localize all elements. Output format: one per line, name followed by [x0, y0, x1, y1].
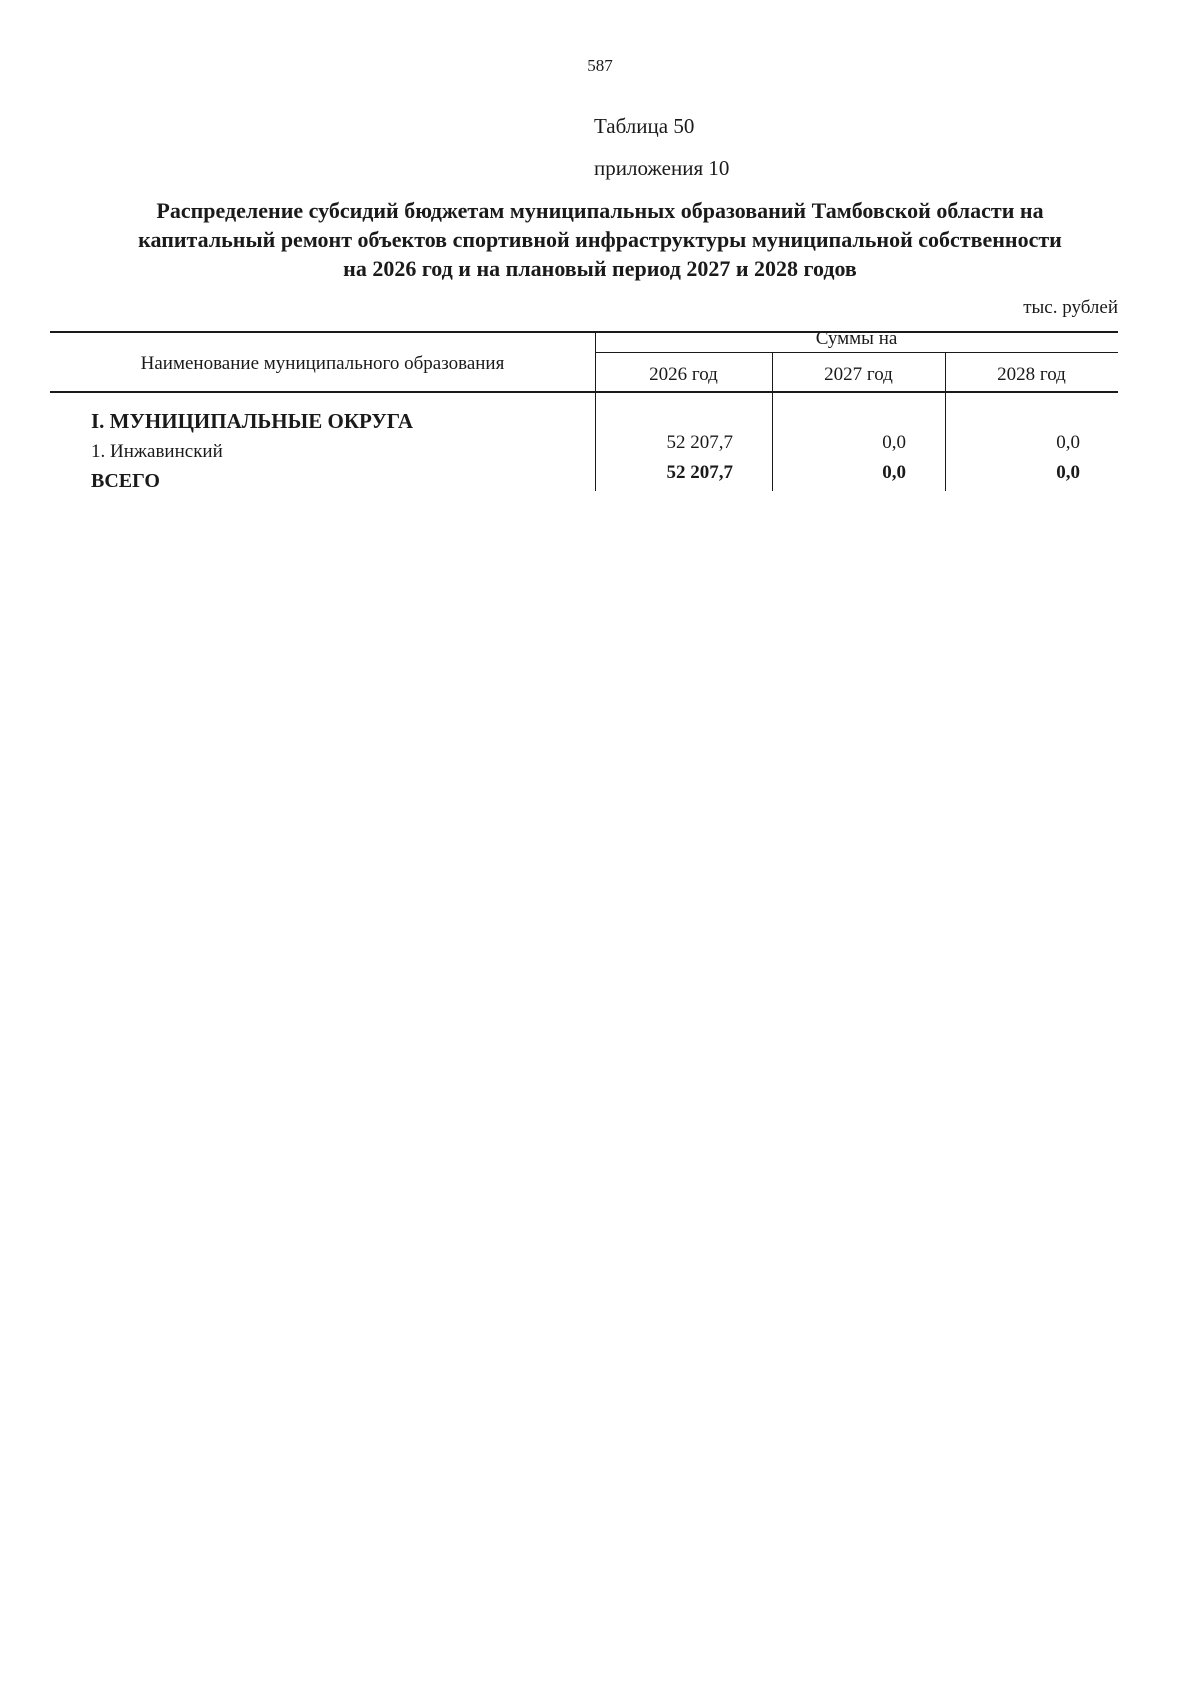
total-value-2028: 0,0: [1056, 462, 1080, 483]
header-sums: Суммы на: [815, 328, 898, 349]
page-number: 587: [587, 56, 613, 75]
header-year-2026: 2026 год: [649, 364, 718, 385]
title-line-2: капитальный ремонт объектов спортивной инфраструктуры муниципальной собственности: [138, 227, 1062, 252]
title-line-1: Распределение субсидий бюджетам муниципальных образований Тамбовской области на: [156, 198, 1044, 223]
total-label: ВСЕГО: [91, 470, 160, 492]
header-year-2027: 2027 год: [824, 364, 893, 385]
document-title: [50, 196, 1150, 283]
title-line-3: на 2026 год и на плановый период 2027 и 2028 годов: [343, 256, 857, 281]
row-value-2028: 0,0: [1056, 432, 1080, 453]
header-name-column: Наименование муниципального образования: [140, 353, 505, 374]
header-bottom-rule: [50, 391, 1118, 393]
units-label: тыс. рублей: [1023, 297, 1118, 318]
total-value-2027: 0,0: [882, 462, 906, 483]
appendix-label: приложения 10: [594, 156, 730, 180]
row-value-2026: 52 207,7: [666, 432, 733, 453]
table-label: Таблица 50: [594, 114, 695, 138]
section-title: I. МУНИЦИПАЛЬНЫЕ ОКРУГА: [91, 409, 414, 433]
row-name: 1. Инжавинский: [91, 441, 223, 462]
row-value-2027: 0,0: [882, 432, 906, 453]
header-year-2028: 2028 год: [997, 364, 1066, 385]
total-value-2026: 52 207,7: [666, 462, 733, 483]
sums-under-rule: [595, 352, 1118, 353]
